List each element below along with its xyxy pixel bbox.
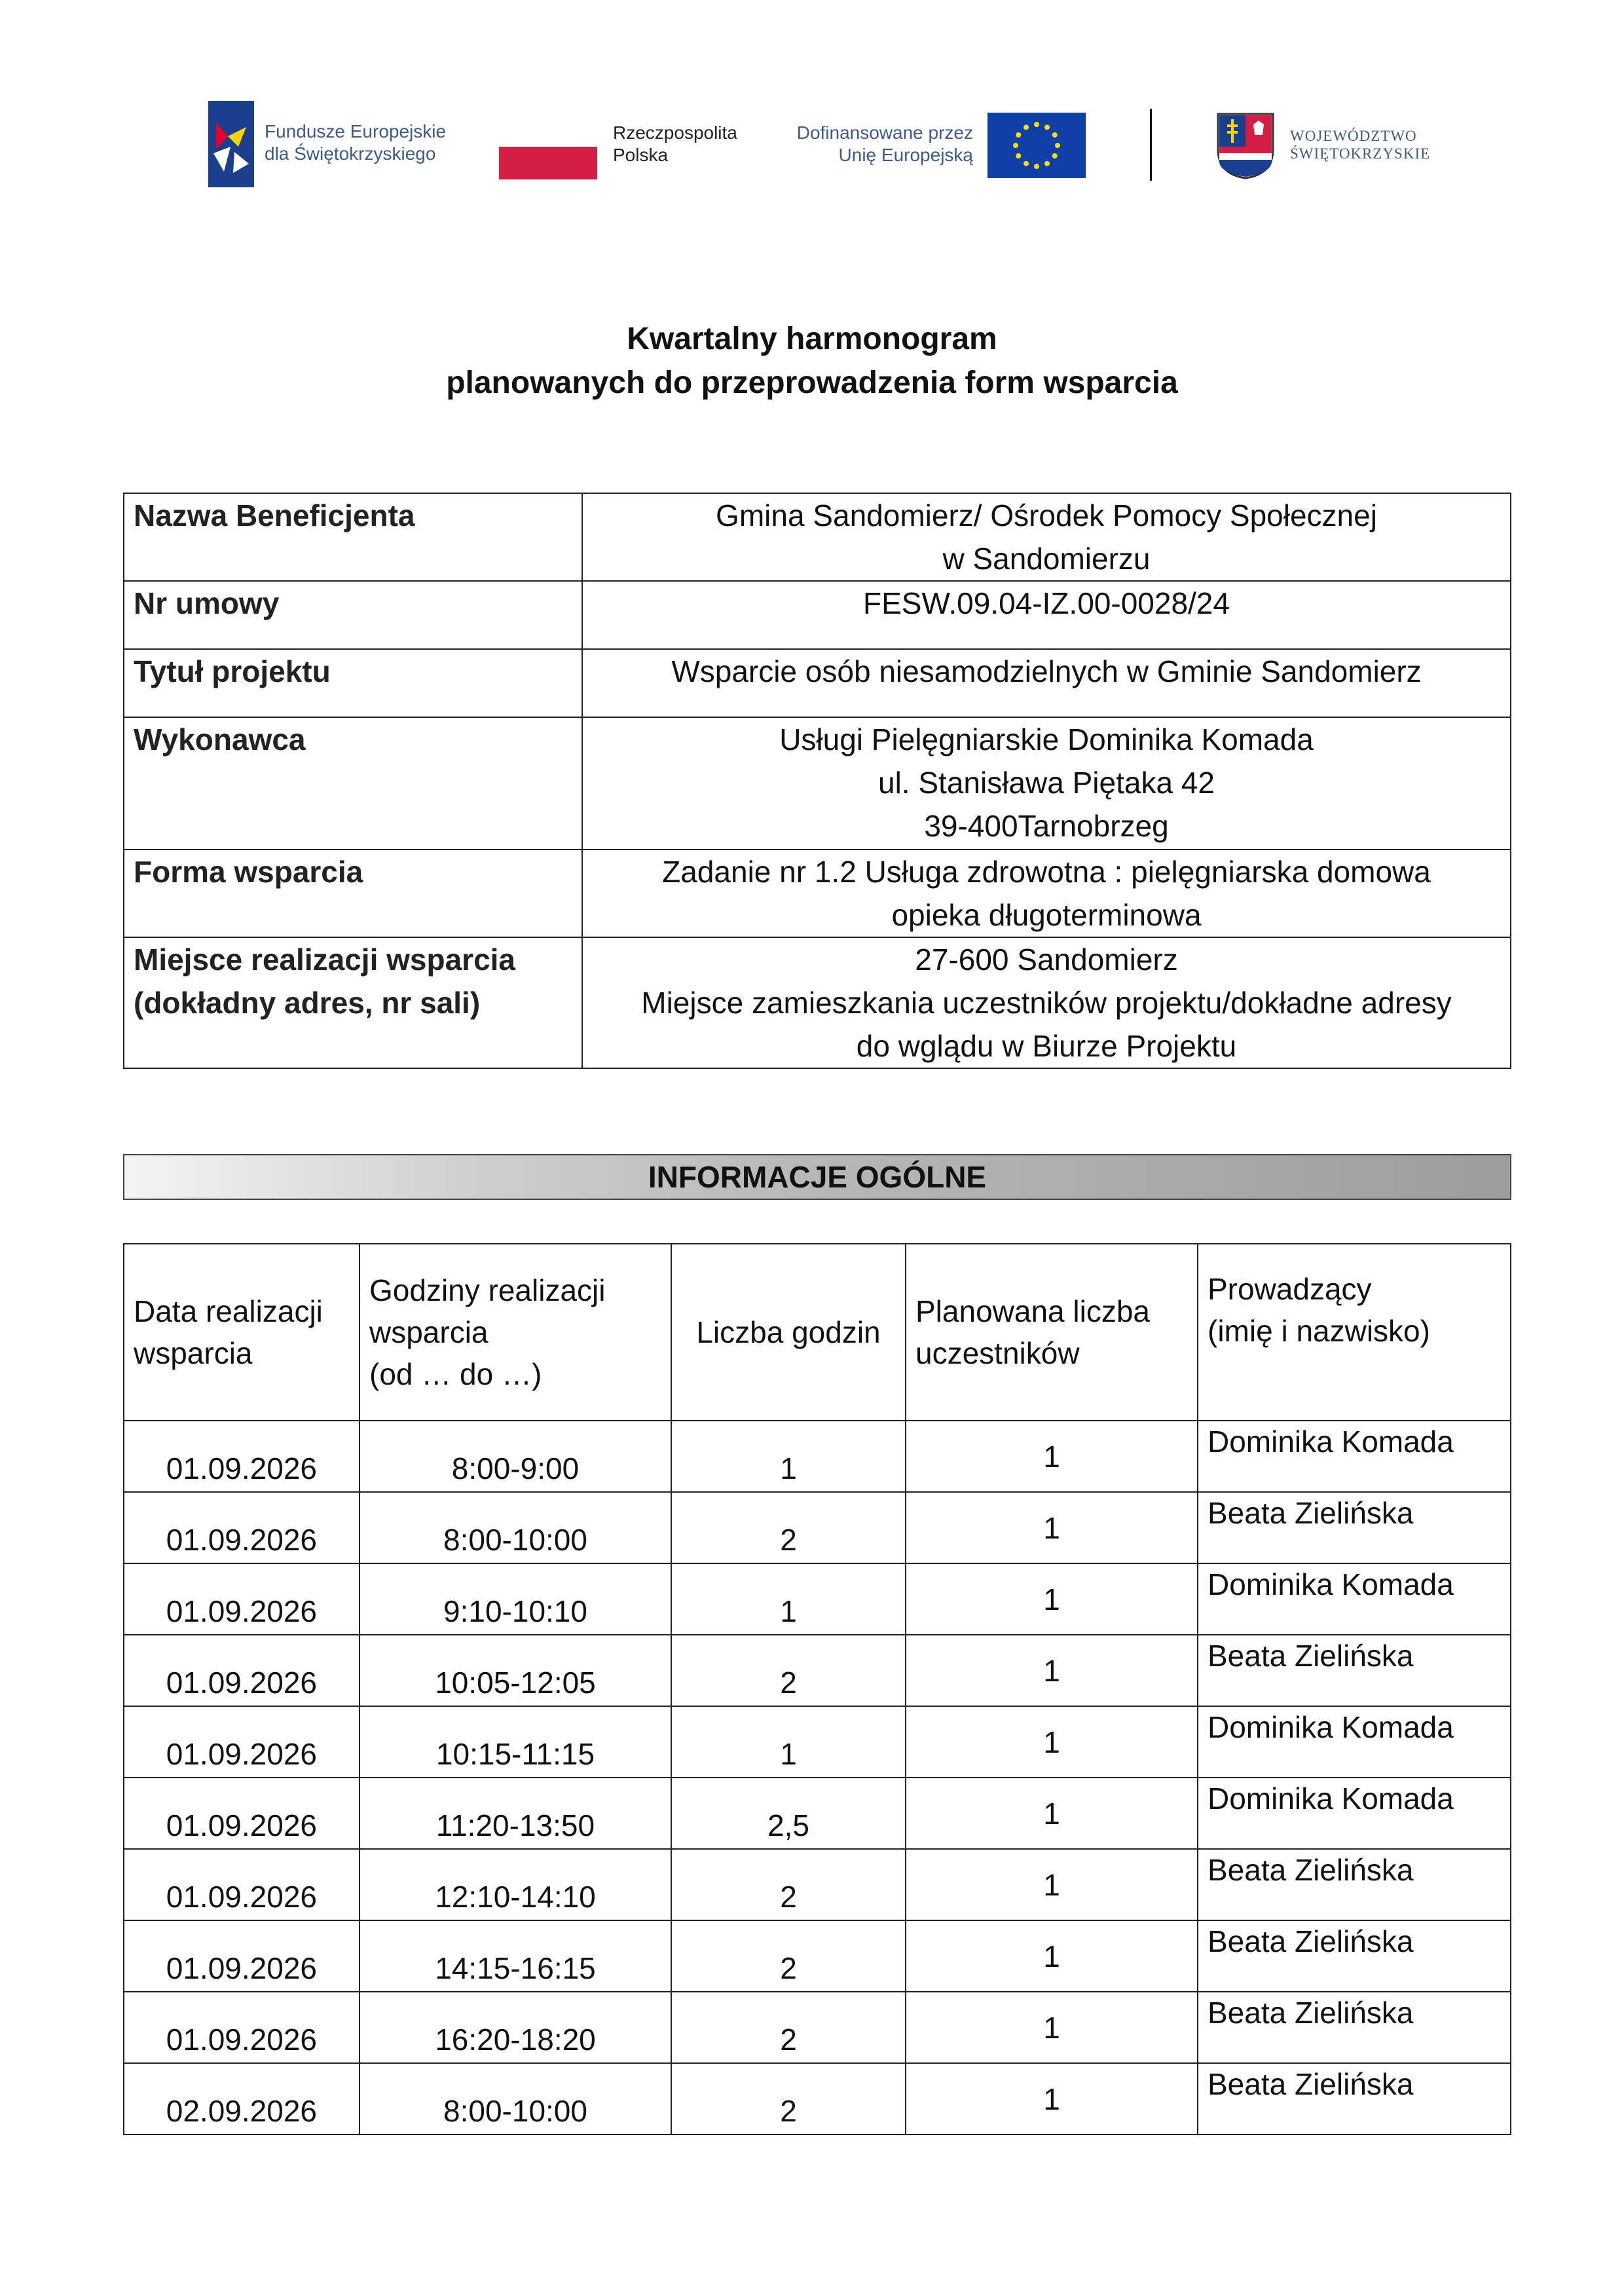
cell-hours: 8:00-9:00	[360, 1421, 671, 1492]
cell-leader: Beata Zielińska	[1198, 1492, 1511, 1563]
cell-hour-count: 2,5	[671, 1778, 906, 1849]
eu-star-icon	[1034, 122, 1039, 127]
header-hour-count	[671, 1244, 906, 1421]
fe-logo-line1: Fundusze Europejskie	[265, 121, 447, 141]
cell-hour-count: 2	[671, 1492, 906, 1563]
info-row	[124, 581, 1511, 649]
cell-participants: 1	[906, 1706, 1198, 1778]
rp-logo-line2: Polska	[613, 145, 669, 165]
cell-hours: 8:00-10:00	[360, 1492, 671, 1563]
header-line: Liczba godzin	[696, 1315, 881, 1349]
eu-flag-icon	[987, 113, 1086, 178]
schedule-row	[124, 1563, 1511, 1635]
header-date	[124, 1244, 360, 1421]
eu-star-icon	[1024, 161, 1029, 166]
eu-star-icon	[1044, 161, 1050, 166]
cell-leader: Beata Zielińska	[1198, 2063, 1511, 2135]
cell-participants: 1	[906, 1492, 1198, 1563]
info-label	[124, 937, 582, 1068]
ue-logo-line1: Dofinansowane przez	[796, 122, 973, 143]
header-leader	[1198, 1244, 1511, 1421]
cell-date: 01.09.2026	[124, 1920, 360, 1992]
info-row	[124, 849, 1511, 937]
project-info-table	[123, 493, 1511, 1069]
cell-leader: Beata Zielińska	[1198, 1635, 1511, 1706]
info-value-line: Zadanie nr 1.2 Usługa zdrowotna : pielęgniarska domowa	[662, 855, 1431, 889]
info-value	[582, 581, 1511, 649]
info-label-line: (dokładny adres, nr sali)	[134, 986, 481, 1020]
fundusze-europejskie-logo	[208, 101, 254, 187]
title-line1: Kwartalny harmonogram	[627, 322, 997, 356]
info-value-line: 39-400Tarnobrzeg	[924, 809, 1169, 843]
schedule-row	[124, 2063, 1511, 2135]
info-label: Tytuł projektu	[124, 649, 582, 717]
cell-date: 01.09.2026	[124, 1849, 360, 1920]
info-value	[582, 849, 1511, 937]
fe-logo-text	[265, 121, 446, 165]
cell-participants: 1	[906, 1563, 1198, 1635]
coat-of-arms-icon	[1215, 111, 1276, 179]
cell-hour-count: 1	[671, 1563, 906, 1635]
schedule-row	[124, 1706, 1511, 1778]
cell-hour-count: 2	[671, 2063, 906, 2135]
document-title	[0, 317, 1624, 405]
cell-hours: 11:20-13:50	[360, 1778, 671, 1849]
title-line2: planowanych do przeprowadzenia form wsparcia	[446, 365, 1178, 400]
logo-bar	[0, 98, 1624, 196]
cell-date: 01.09.2026	[124, 1706, 360, 1778]
cell-hours: 10:05-12:05	[360, 1635, 671, 1706]
eu-star-icon	[1016, 132, 1021, 138]
cell-hour-count: 1	[671, 1421, 906, 1492]
info-value-line: Gmina Sandomierz/ Ośrodek Pomocy Społecznej	[716, 498, 1377, 532]
cell-hours: 8:00-10:00	[360, 2063, 671, 2135]
cell-hours: 9:10-10:10	[360, 1563, 671, 1635]
schedule-body	[124, 1421, 1511, 2135]
cell-participants: 1	[906, 1778, 1198, 1849]
header-line: Data realizacji	[134, 1294, 323, 1328]
cell-participants: 1	[906, 1421, 1198, 1492]
info-row	[124, 649, 1511, 717]
cell-hours: 10:15-11:15	[360, 1706, 671, 1778]
info-value-line: opieka długoterminowa	[891, 898, 1202, 932]
info-value-line: 27-600 Sandomierz	[915, 942, 1178, 977]
section-header: INFORMACJE OGÓLNE	[123, 1154, 1511, 1200]
schedule-row	[124, 1849, 1511, 1920]
cell-leader: Dominika Komada	[1198, 1563, 1511, 1635]
cell-hour-count: 2	[671, 1635, 906, 1706]
cell-leader: Dominika Komada	[1198, 1778, 1511, 1849]
info-value-line: do wglądu w Biurze Projektu	[856, 1029, 1237, 1063]
wojewodztwo-logo-text	[1290, 127, 1430, 162]
rp-logo-line1: Rzeczpospolita	[613, 122, 737, 143]
info-value	[582, 717, 1511, 849]
cell-participants: 1	[906, 1849, 1198, 1920]
info-value	[582, 649, 1511, 717]
eu-star-icon	[1044, 124, 1050, 130]
woj-logo-line2: ŚWIĘTOKRZYSKIE	[1290, 145, 1431, 162]
schedule-row	[124, 1778, 1511, 1849]
eu-star-icon	[1055, 143, 1060, 148]
cell-leader: Beata Zielińska	[1198, 1920, 1511, 1992]
ue-logo-line2: Unię Europejską	[838, 145, 973, 165]
info-row	[124, 717, 1511, 849]
cell-date: 01.09.2026	[124, 1421, 360, 1492]
cell-leader: Dominika Komada	[1198, 1421, 1511, 1492]
cell-hour-count: 2	[671, 1849, 906, 1920]
cell-date: 01.09.2026	[124, 1635, 360, 1706]
info-value-line: w Sandomierzu	[942, 542, 1151, 576]
header-participants	[906, 1244, 1198, 1421]
header-line: wsparcia	[369, 1315, 489, 1349]
schedule-row	[124, 1421, 1511, 1492]
cell-participants: 1	[906, 2063, 1198, 2135]
cell-participants: 1	[906, 1992, 1198, 2063]
fe-logo-line2: dla Świętokrzyskiego	[265, 143, 436, 164]
cell-date: 01.09.2026	[124, 1992, 360, 2063]
header-line: Prowadzący	[1208, 1272, 1372, 1306]
info-value-line: Miejsce zamieszkania uczestników projektu/dokładne adresy	[641, 986, 1452, 1020]
header-line: wsparcia	[134, 1336, 253, 1370]
cell-participants: 1	[906, 1920, 1198, 1992]
cell-date: 01.09.2026	[124, 1778, 360, 1849]
info-value-line: Wsparcie osób niesamodzielnych w Gminie Sandomierz	[671, 654, 1422, 688]
info-label: Nr umowy	[124, 581, 582, 649]
eu-star-icon	[1052, 132, 1058, 138]
cell-date: 02.09.2026	[124, 2063, 360, 2135]
cell-leader: Beata Zielińska	[1198, 1849, 1511, 1920]
cell-date: 01.09.2026	[124, 1563, 360, 1635]
cell-hour-count: 1	[671, 1706, 906, 1778]
ue-logo-text	[727, 122, 973, 166]
info-value	[582, 937, 1511, 1068]
info-label-line: Miejsce realizacji wsparcia	[134, 942, 516, 977]
eu-star-icon	[1034, 164, 1039, 169]
cell-participants: 1	[906, 1635, 1198, 1706]
header-line: Godziny realizacji	[369, 1273, 606, 1307]
header-line: (imię i nazwisko)	[1208, 1314, 1430, 1348]
header-line: (od … do …)	[369, 1357, 542, 1391]
polish-flag-icon	[499, 147, 597, 179]
info-row	[124, 493, 1511, 581]
info-value	[582, 493, 1511, 581]
info-row	[124, 937, 1511, 1068]
cell-hours: 16:20-18:20	[360, 1992, 671, 2063]
info-label: Nazwa Beneficjenta	[124, 493, 582, 581]
schedule-row	[124, 1635, 1511, 1706]
header-hours	[360, 1244, 671, 1421]
cell-date: 01.09.2026	[124, 1492, 360, 1563]
eu-star-icon	[1024, 124, 1029, 130]
info-value-line: Usługi Pielęgniarskie Dominika Komada	[779, 722, 1314, 756]
cell-leader: Beata Zielińska	[1198, 1992, 1511, 2063]
eu-star-icon	[1013, 143, 1018, 148]
woj-logo-line1: WOJEWÓDZTWO	[1290, 128, 1417, 144]
eu-star-icon	[1016, 153, 1021, 159]
schedule-row	[124, 1492, 1511, 1563]
header-line: Planowana liczba	[915, 1294, 1151, 1328]
logo-separator	[1150, 109, 1152, 181]
cell-hours: 12:10-14:10	[360, 1849, 671, 1920]
schedule-row	[124, 1992, 1511, 2063]
schedule-table	[123, 1243, 1511, 2135]
cell-leader: Dominika Komada	[1198, 1706, 1511, 1778]
info-value-line: FESW.09.04-IZ.00-0028/24	[863, 586, 1230, 620]
cell-hours: 14:15-16:15	[360, 1920, 671, 1992]
cell-hour-count: 2	[671, 1992, 906, 2063]
eu-star-icon	[1052, 153, 1058, 159]
header-line: uczestników	[915, 1336, 1080, 1370]
info-label: Wykonawca	[124, 717, 582, 849]
schedule-header-row	[124, 1244, 1511, 1421]
schedule-row	[124, 1920, 1511, 1992]
info-label: Forma wsparcia	[124, 849, 582, 937]
rp-logo-text	[613, 122, 737, 166]
cell-hour-count: 2	[671, 1920, 906, 1992]
info-value-line: ul. Stanisława Piętaka 42	[878, 766, 1215, 800]
